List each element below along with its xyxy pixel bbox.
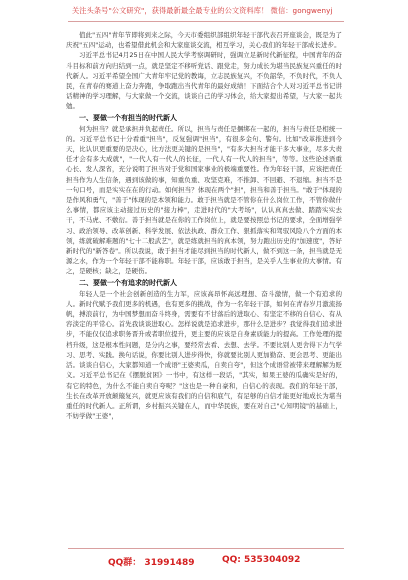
intro-paragraph-2: 习近平总书记4月25日在中国人民大学考察调研时，强调立足新时代新征程，中国青年的奋斗目标和前方向归结到一点，就是坚定不移听党话、跟党走，努力成长为堪当民族复兴重任的时代新人。习近平希望全国广大青年牢记党的教诲，立志民族复兴，不负韶华，不负时代，不负人民，在青春的赛道上奋力奔跑，争取跑出当代青年的最好成绩！下面结合个人对习近平总书记讲话精神的学习理解，与大家做一个交流，谈谈自己的学习体会，给大家提出希望，与大家一起共勉。 [66,51,342,111]
header-promo-text: 关注头条号"公文研究"，获得最新最全最专业的公文资料库！ 微信：gongwenyj [72,6,333,15]
section-2-heading: 二、要做一个有追求的时代新人 [79,278,177,287]
page-header [0,0,408,26]
section-1-heading: 一、要做一个有担当的时代新人 [79,113,177,122]
document-body [66,30,342,421]
footer-qq-number: QQ: 535304092 [222,555,301,565]
section-2-paragraph: 年轻人是一个社会创新创造的生力军，应该高昂怀高远理想、奋斗激情，做一个有追求的人。新时代赋予我们更多的机遇，也有更多的挑战，作为一名年轻干部，如何在青春岁月激流扬帆，搏浪前行，为中国梦想而奋斗终身，需要有不甘落后的进取心、有坚定不移的自信心、有从容淡定的平常心。首先我谈谈进取心。怎样说就是追求进步，那什么是进步？我觉得我们追求进步，不能仅仅追求职务晋升或者职位提升，更主要的应该是自身素质能力的提高。工作处理的提档升级，这是根本性问题，是分内之事，要经常去看、去想、去学。不要比别人更舍得下力气学习、思考、实践。换句话说，你要比别人进步得快，你就要比别人更加勤奋、更会思考、更能出活。谈谈自信心，大家都知道一个成语"王婆卖瓜，自卖自夸"，但这个成语常被带来理解解为贬义。习近平总书记在《摆脱贫困》一书中，有这样一段话，"其实，如果王婆的瓜确实是好的，有它的特色，为什么不能自卖自夸呢？"这也是一种自豪和，自信心的表现。我们的年轻干部，生长在改革开放颠簸复兴，就更应该有我们的自信和底气，有足够的自信才能更好地成长为堪当重任的时代新人。正所谓，乡村振兴关键在人，而中华民族，要在对自己"心知明镜"的基础上，不妨学做"王婆"， [66,289,342,421]
footer-qq-group: QQ群： 31991489 [108,558,195,568]
section-1-paragraph: 何为担当？就是承担并负起责任。所以，担当与责任是捆绑在一起的，担当与责任是相统一的。习近平总书记十分看重"担当"，反复强调"担当"，有很多金句、警句。比如"改革推进到今天，比认识更重要的是决心，比方法更关键的是担当"，"有多大担当才能干多大事业，尽多大责任才会有多大成就"，"一代人有一代人的长征，一代人有一代人的担当"，等等。这些论述语重心长、发人深省，充分说明了担当对于党和国家事业的极端重要性。作为年轻干部，应该把责任担当作为人生信条，遇到该做的事，知重负重、攻坚克难，不推卸、不回避、不退缩。担当不是一句口号，而是实实在在的行动。如何担当？体现在两个"担"，担当和善于担当。"敢于"体现的是作风和勇气，"善于"体现的是本领和能力。敢于担当就是不管你在什么岗位工作，不管你做什么事情，都应该主动接过历史的"接力棒"，走进时代的"大考场"，认认真真去做、踏踏实实去干，不马虎、不敷衍。善于担当就是在你的工作岗位上，就是要按照总书记的要求，全面增强学习、政治领导、改革创新、科学发展、依法执政、群众工作、狠抓落实和驾驭风险八个方面的本领，练就破解难题的"七十二般武艺"，就是练就担当的真本领，努力跑出历史的"加速度"，答好新时代的"新答卷"。所以我说，敢于担当才能尽到担当的时代新人，做不到这一条，担当就是无源之水，作为一个年轻干部不能称职。年轻干部，应该敢于担当，是关乎人生事业的大事情。有之，是硬核；缺之，是硬伤。 [66,124,342,276]
header-divider [68,21,344,22]
page-footer [0,548,408,574]
intro-paragraph-1: 值此"五四"青年节即将到来之际，今天市委组织部组织年轻干部代表召开座谈会，既是为了庆祝"五四"运动，也希望借此机会和大家座谈交流，相互学习，关心我们的年轻干部成长进步。 [66,31,342,50]
footer-divider [68,548,344,549]
